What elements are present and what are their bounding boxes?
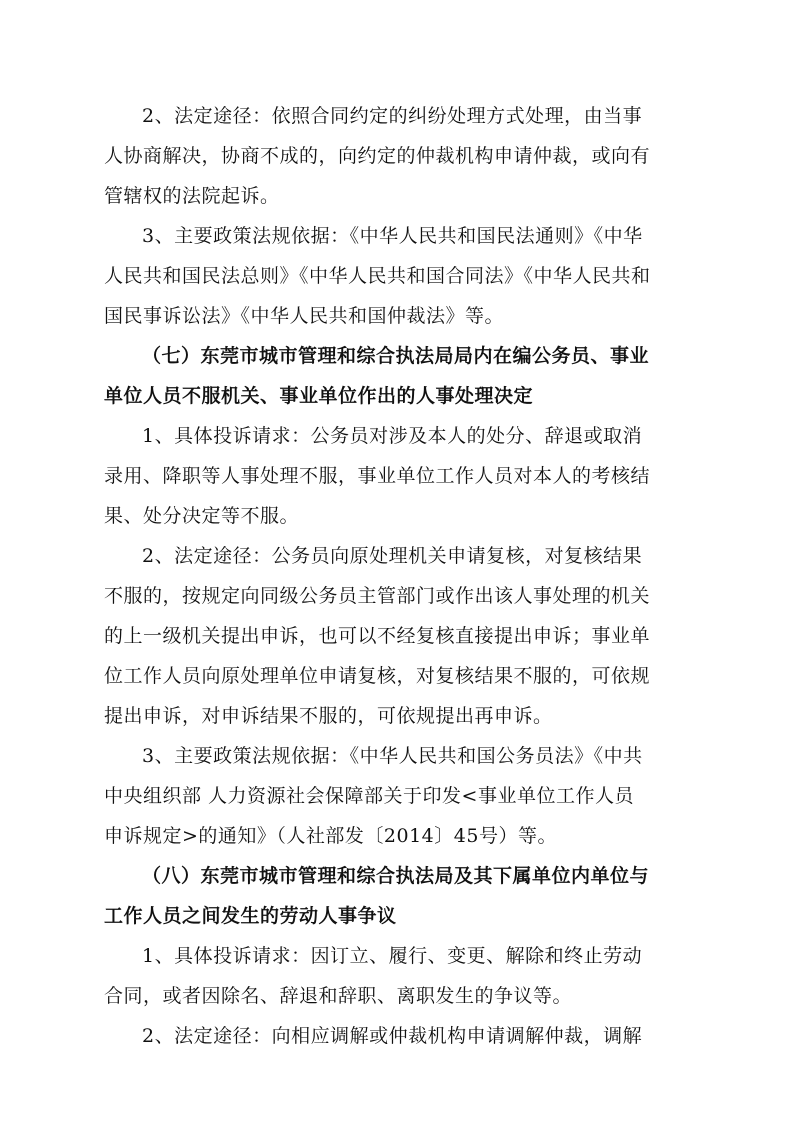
- text-line: 不服的，按规定向同级公务员主管部门或作出该人事处理的机关: [104, 585, 651, 607]
- text-line: 2、法定途径：向相应调解或仲裁机构申请调解仲裁，调解: [142, 1025, 643, 1047]
- document-body: [104, 96, 708, 1056]
- text-line: 申诉规定>的通知》（人社部发〔2014〕45号）等。: [104, 825, 557, 847]
- text-line: 中央组织部 人力资源社会保障部关于印发<事业单位工作人员: [104, 785, 634, 807]
- text-line: 2、法定途径：公务员向原处理机关申请复核，对复核结果: [142, 545, 643, 567]
- text-line: 的上一级机关提出申诉，也可以不经复核直接提出申诉；事业单: [104, 625, 651, 647]
- text-line: 果、处分决定等不服。: [104, 505, 300, 527]
- heading-line: 单位人员不服机关、事业单位作出的人事处理决定: [104, 385, 534, 407]
- text-line: 位工作人员向原处理单位申请复核，对复核结果不服的，可依规: [104, 665, 651, 687]
- text-line: 1、具体投诉请求：公务员对涉及本人的处分、辞退或取消: [142, 425, 643, 447]
- text-line: 1、具体投诉请求：因订立、履行、变更、解除和终止劳动: [142, 945, 643, 967]
- text-line: 2、法定途径：依照合同约定的纠纷处理方式处理，由当事: [142, 105, 643, 127]
- paragraph-section7-policy-basis: [104, 736, 708, 856]
- section-heading-8: [104, 856, 708, 936]
- text-line: 3、主要政策法规依据：《中华人民共和国公务员法》《中共: [142, 745, 643, 767]
- paragraph-section7-complaint-request: [104, 416, 708, 536]
- text-line: 人协商解决，协商不成的，向约定的仲裁机构申请仲裁，或向有: [104, 145, 651, 167]
- paragraph-section6-legal-route: [104, 96, 708, 216]
- text-line: 人民共和国民法总则》《中华人民共和国合同法》《中华人民共和: [104, 265, 651, 287]
- paragraph-section8-legal-route: [104, 1016, 708, 1056]
- paragraph-section6-policy-basis: [104, 216, 708, 336]
- heading-line: 工作人员之间发生的劳动人事争议: [104, 905, 397, 927]
- text-line: 管辖权的法院起诉。: [104, 185, 280, 207]
- text-line: 3、主要政策法规依据：《中华人民共和国民法通则》《中华: [142, 225, 643, 247]
- paragraph-section8-complaint-request: [104, 936, 708, 1016]
- text-line: 国民事诉讼法》《中华人民共和国仲裁法》等。: [104, 305, 505, 327]
- text-line: 录用、降职等人事处理不服，事业单位工作人员对本人的考核结: [104, 465, 651, 487]
- text-line: 合同，或者因除名、辞退和辞职、离职发生的争议等。: [104, 985, 573, 1007]
- paragraph-section7-legal-route: [104, 536, 708, 736]
- section-heading-7: [104, 336, 708, 416]
- heading-line: （八）东莞市城市管理和综合执法局及其下属单位内单位与: [142, 865, 650, 887]
- text-line: 提出申诉，对申诉结果不服的，可依规提出再申诉。: [104, 705, 553, 727]
- heading-line: （七）东莞市城市管理和综合执法局局内在编公务员、事业: [142, 345, 650, 367]
